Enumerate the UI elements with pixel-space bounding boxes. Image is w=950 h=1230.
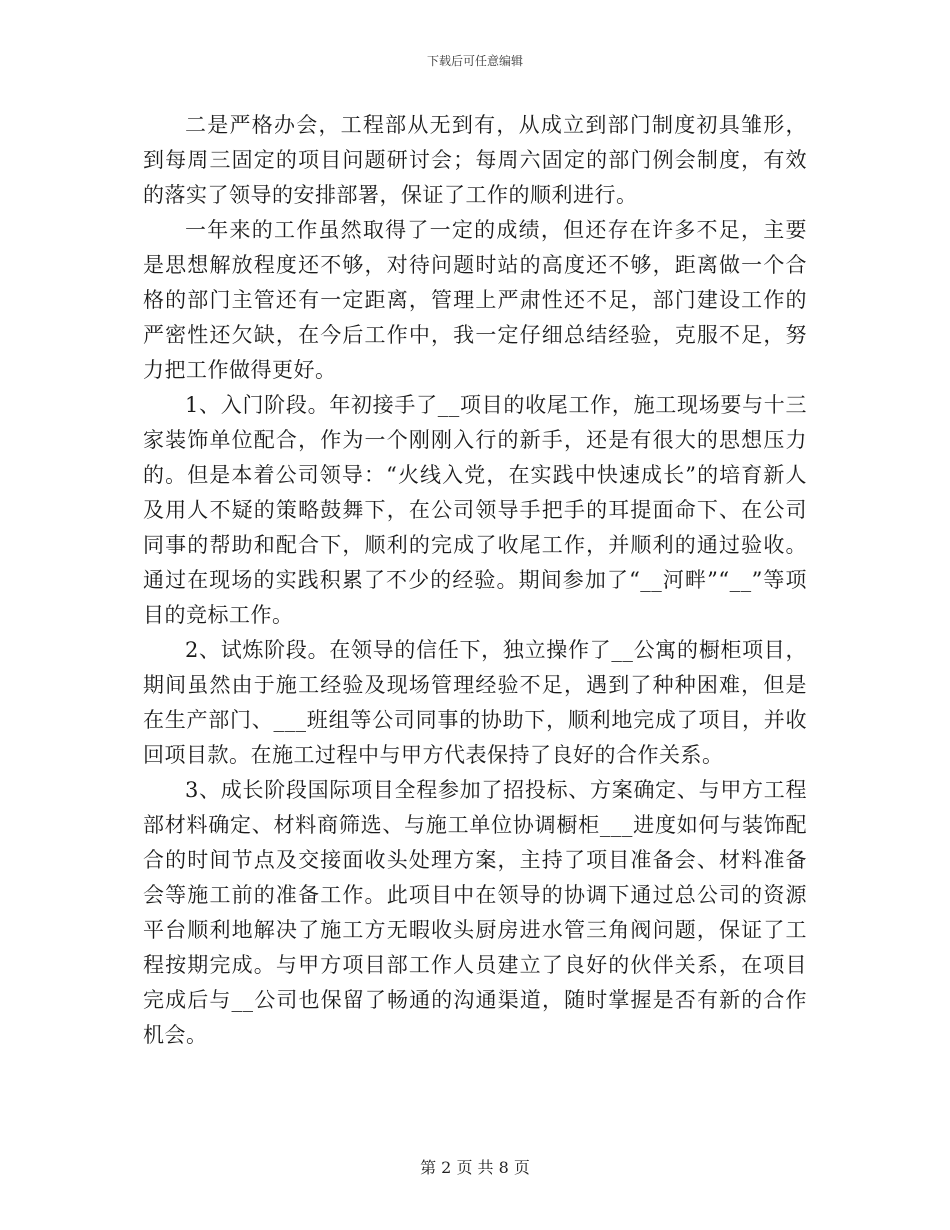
paragraph-growth-stage: 3、成长阶段国际项目全程参加了招投标、方案确定、与甲方工程部材料确定、材料商筛选、与施工单位协调橱柜___进度如何与装饰配合的时间节点及交接面收头处理方案，主持了项目准备会、材料准备会等施工前的准备工作。此项目中在领导的协调下通过总公司的资源平台顺利地解决了施工方无暇收头厨房进水管三角阀问题，保证了工程按期完成。与甲方项目部工作人员建立了良好的伙伴关系，在项目完成后与__公司也保留了畅通的沟通渠道，随时掌握是否有新的合作机会。	[143, 778, 807, 1047]
paragraph-entry-stage: 1、入门阶段。年初接手了__项目的收尾工作，施工现场要与十三家装饰单位配合，作为一个刚刚入行的新手，还是有很大的思想压力的。但是本着公司领导：“火线入党，在实践中快速成长”的培育新人及用人不疑的策略鼓舞下，在公司领导手把手的耳提面命下、在公司同事的帮助和配合下，顺利的完成了收尾工作，并顺利的通过验收。通过在现场的实践积累了不少的经验。期间参加了“__河畔”“__”等项目的竞标工作。	[143, 393, 807, 627]
page-header: 下载后可任意编辑	[426, 54, 523, 68]
paragraph-shortcomings: 一年来的工作虽然取得了一定的成绩，但还存在许多不足，主要是思想解放程度还不够，对待问题时站的高度还不够，距离做一个合格的部门主管还有一定距离，管理上严肃性还不足，部门建设工作的严密性还欠缺，在今后工作中，我一定仔细总结经验，克服不足，努力把工作做得更好。	[143, 218, 807, 382]
document-body	[143, 108, 807, 1053]
paragraph-trial-stage: 2、试炼阶段。在领导的信任下，独立操作了__公寓的橱柜项目，期间虽然由于施工经验及现场管理经验不足，遇到了种种困难，但是在生产部门、___班组等公司同事的协助下，顺利地完成了项目，并收回项目款。在施工过程中与甲方代表保持了良好的合作关系。	[143, 638, 807, 767]
paragraph-strict-meetings: 二是严格办会，工程部从无到有，从成立到部门制度初具雏形，到每周三固定的项目问题研讨会；每周六固定的部门例会制度，有效的落实了领导的安排部署，保证了工作的顺利进行。	[143, 113, 807, 207]
page-number-footer: 第 2 页 共 8 页	[420, 1158, 530, 1177]
